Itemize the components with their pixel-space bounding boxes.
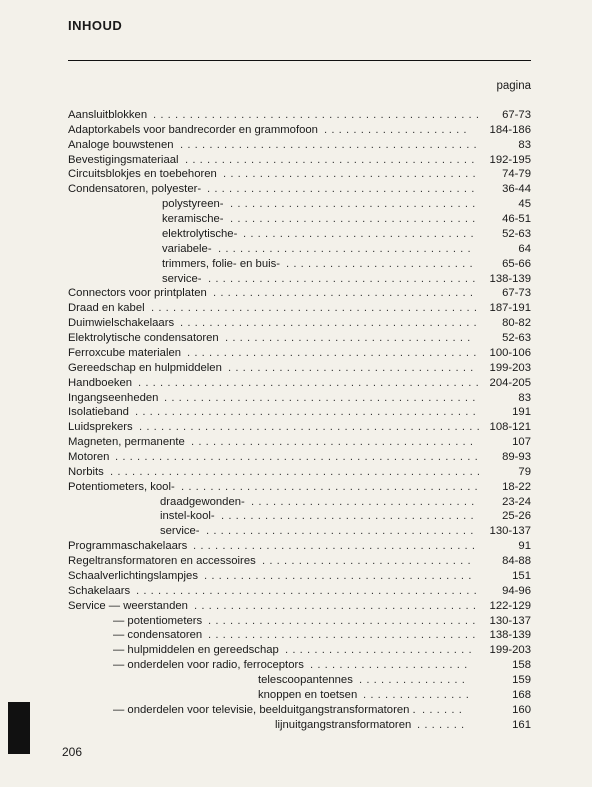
toc-entry-label: instel-kool- [160,510,215,523]
toc-entry-label: Bevestigingsmateriaal [68,153,179,166]
toc-entry-label: Analoge bouwstenen [68,138,174,151]
toc-entry [0,584,592,598]
toc-entry [0,301,592,315]
toc-entry [0,509,592,523]
dot-leader: ....... [417,718,469,731]
toc-entry-label: Schakelaars [68,584,131,597]
toc-entry [0,212,592,226]
toc-entry [0,167,592,181]
dot-leader: .................................. [230,213,480,226]
dot-leader: ............................................. [151,302,482,315]
toc-entry-label: trimmers, folie- en buis- [162,257,281,270]
toc-entry-pages: 91 [518,540,531,553]
dot-leader: ....................................... [194,599,481,612]
toc-entry-pages: 160 [512,703,531,716]
toc-entry [0,316,592,330]
dot-leader: ....................................... [193,540,480,553]
toc-entry-pages: 89-93 [502,451,531,463]
thumb-index-mark [8,702,30,754]
toc-entry [0,465,592,479]
toc-entry-label: Aansluitblokken [68,109,148,121]
toc-entry-label: lijnuitgangstransformatoren [275,718,412,731]
toc-entry-pages: 138-139 [489,629,531,642]
dot-leader: ............... [363,688,474,701]
dot-leader: ................................... [221,510,478,523]
dot-leader: ............................................. [153,109,484,121]
toc-entry-label: keramische- [162,213,224,226]
toc-entry-pages: 94-96 [502,584,531,597]
toc-entry [0,197,592,211]
toc-entry-pages: 191 [512,406,531,419]
toc-entry [0,286,592,300]
toc-entry-pages: 23-24 [502,495,531,508]
dot-leader: ......................................... [180,317,481,330]
toc-entry-pages: 52-63 [502,227,531,240]
toc-entry [0,539,592,553]
toc-entry-label: Elektrolytische condensatoren [68,332,219,345]
toc-entry [0,257,592,271]
toc-entry [0,628,592,642]
toc-entry-pages: 36-44 [502,183,531,196]
toc-entry [0,182,592,196]
dot-leader: ................................... [218,242,475,255]
toc-entry-label: Isolatieband [68,406,129,419]
toc-entry-label: telescoopantennes [258,674,353,687]
toc-entry [0,435,592,449]
dot-leader: .................... [324,123,471,136]
dot-leader: ........................................ [187,346,481,359]
toc-entry-pages: 107 [512,436,531,449]
toc-entry-pages: 184-186 [489,123,531,136]
toc-entry-label: — potentiometers [113,614,203,627]
dot-leader: .................................................. [115,451,482,463]
toc-entry-label: Ferroxcube materialen [68,346,182,359]
toc-entry-label: variabele- [162,242,212,255]
dot-leader: ..................................... [206,525,478,538]
dot-leader: .................................... [213,287,478,300]
toc-entry-label: elektrolytische- [162,227,238,240]
toc-entry-pages: 151 [512,569,531,582]
toc-entry [0,673,592,687]
dot-leader: ................................ [243,227,478,240]
dot-leader: ........................................... [164,391,480,404]
toc-entry-label: Luidsprekers [68,421,133,434]
toc-entry-label: knoppen en toetsen [258,688,358,701]
dot-leader: ..................................... [208,272,480,285]
toc-entry-label: Gereedschap en hulpmiddelen [68,361,222,374]
toc-entry [0,614,592,628]
toc-entry [0,658,592,672]
toc-entry [0,420,592,434]
toc-entry-pages: 108-121 [489,421,531,434]
dot-leader: ......................................... [180,138,481,151]
dot-leader: .......................... [286,257,477,270]
dot-leader: ..................................... [204,569,476,582]
toc-entry-pages: 84-88 [502,555,531,568]
dot-leader: ......................................... [181,480,482,493]
toc-entry-label: service- [160,525,200,538]
toc-entry [0,599,592,613]
dot-leader: ...................... [310,659,472,672]
toc-entry-pages: 159 [512,674,531,687]
dot-leader: ...... [422,703,467,716]
toc-entry [0,108,592,122]
toc-entry-pages: 18-22 [502,480,531,493]
dot-leader: ..................................... [208,629,480,642]
toc-entry-label: Schaalverlichtingslampjes [68,569,198,582]
toc-entry [0,718,592,732]
toc-entry-pages: 46-51 [502,213,531,226]
toc-entry-pages: 192-195 [489,153,531,166]
dot-leader: ............................................... [138,376,483,389]
toc-entry-pages: 25-26 [502,510,531,523]
page-number: 206 [62,745,83,759]
toc-entry-pages: 161 [512,718,531,731]
toc-entry-pages: 158 [512,659,531,672]
dot-leader: ............................................... [136,584,481,597]
toc-entry-pages: 130-137 [489,614,531,627]
page-heading: INHOUD [68,18,123,33]
toc-entry-label: Condensatoren, polyester- [68,183,202,196]
dot-leader: ..................................... [207,183,479,196]
dot-leader: .......................... [285,644,476,657]
page-column-label: pagina [496,80,531,92]
dot-leader: ............... [359,674,470,687]
toc-entry-pages: 199-203 [489,644,531,657]
toc-entry [0,346,592,360]
toc-entry-label: — onderdelen voor radio, ferroceptors [113,659,304,672]
dot-leader: .................................. [228,361,478,374]
toc-entry [0,391,592,405]
dot-leader: ............................. [262,555,475,568]
toc-entry-label: Adaptorkabels voor bandrecorder en grammofoon [68,123,318,136]
toc-entry [0,138,592,152]
toc-entry-label: Draad en kabel [68,302,145,315]
dot-leader: ....................................... [191,436,478,449]
toc-entry-pages: 100-106 [489,346,531,359]
toc-entry-pages: 130-137 [489,525,531,538]
toc-entry-label: — condensatoren [113,629,203,642]
toc-entry-pages: 67-73 [502,109,531,121]
toc-entry-pages: 80-82 [502,317,531,330]
toc-entry-label: Motoren [68,451,110,463]
toc-entry-pages: 67-73 [502,287,531,300]
dot-leader: ..................................... [208,614,480,627]
dot-leader: ............................................... [139,421,484,434]
dot-leader: ........................................ [185,153,479,166]
toc-entry [0,495,592,509]
toc-entry-label: — onderdelen voor televisie, beelduitgangstransformatoren . [113,703,416,716]
dot-leader: ............................... [251,495,479,508]
toc-entry-pages: 204-205 [489,376,531,389]
toc-entry-pages: 138-139 [489,272,531,285]
dot-leader: ................................... [223,168,480,181]
toc-entry-label: Circuitsblokjes en toebehoren [68,168,217,181]
toc-entry [0,331,592,345]
toc-entry-label: Duimwielschakelaars [68,317,175,330]
toc-entry-label: service- [162,272,202,285]
toc-entry [0,688,592,702]
toc-entry-pages: 187-191 [489,302,531,315]
toc-entry-label: Norbits [68,465,104,478]
toc-entry [0,554,592,568]
toc-entry-label: Magneten, permanente [68,436,185,449]
toc-entry-pages: 45 [518,198,531,211]
toc-entry [0,361,592,375]
toc-entry-label: Ingangseenheden [68,391,159,404]
dot-leader: ............................................... [135,406,480,419]
toc-entry [0,450,592,464]
toc-entry [0,643,592,657]
toc-entry-label: — hulpmiddelen en gereedschap [113,644,279,657]
toc-entry-pages: 64 [518,242,531,255]
toc-entry-label: draadgewonden- [160,495,245,508]
dot-leader: ................................................... [110,465,485,478]
toc-entry-pages: 74-79 [502,168,531,181]
toc-entry-pages: 79 [518,465,531,478]
toc-entry [0,272,592,286]
toc-entry-label: Regeltransformatoren en accessoires [68,555,256,568]
toc-entry-label: Handboeken [68,376,133,389]
toc-entry-label: Potentiometers, kool- [68,480,175,493]
dot-leader: .................................. [230,198,480,211]
toc-entry-pages: 52-63 [502,332,531,345]
toc-entry-pages: 122-129 [489,599,531,612]
toc-entry [0,123,592,137]
toc-entry [0,242,592,256]
toc-entry [0,153,592,167]
toc-entry-label: Service — weerstanden [68,599,188,612]
heading-rule [68,60,531,61]
toc-entry-pages: 83 [518,391,531,404]
toc-entry [0,227,592,241]
toc-entry [0,524,592,538]
toc-entry-label: Programmaschakelaars [68,540,188,553]
toc-entry [0,569,592,583]
toc-entry [0,480,592,494]
toc-entry-pages: 168 [512,688,531,701]
toc-entry-pages: 65-66 [502,257,531,270]
toc-entry-label: Connectors voor printplaten [68,287,207,300]
toc-entry [0,703,592,717]
toc-entry-pages: 83 [518,138,531,151]
toc-entry-label: polystyreen- [162,198,224,211]
toc-entry [0,376,592,390]
dot-leader: .................................. [225,332,475,345]
toc-entry-pages: 199-203 [489,361,531,374]
toc-entry [0,405,592,419]
